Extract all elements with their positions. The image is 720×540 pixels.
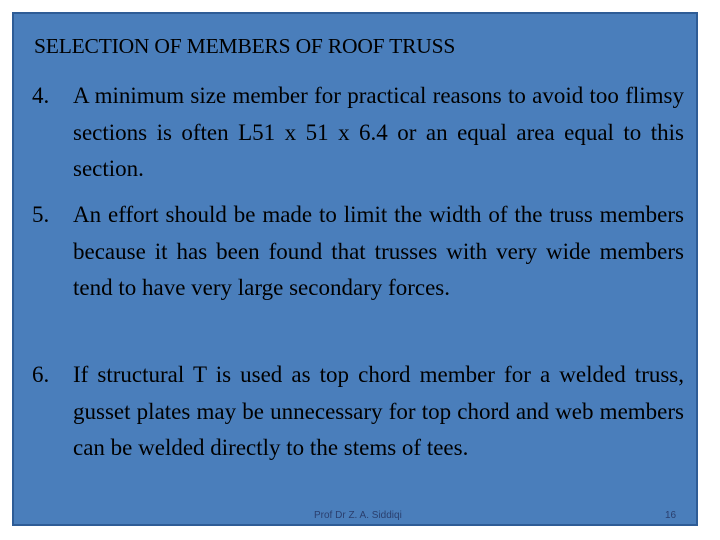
list-item-text: An effort should be made to limit the width of the truss members because it has been found that trusses with very wide members tend to have very large secondary forces. [73,202,684,300]
slide-title: SELECTION OF MEMBERS OF ROOF TRUSS [34,34,456,58]
list-item-number: 6. [32,362,50,387]
page-number: 16 [665,510,677,521]
list-item-number: 5. [32,202,50,227]
list-item-text: A minimum size member for practical reasons to avoid too flimsy sections is often L51 x 51 x 6.4 or an equal area equal to this section. [73,83,684,181]
list-item-text: If structural T is used as top chord member for a welded truss, gusset plates may be unnecessary for top chord and web members can be welded directly to the stems of tees. [73,362,684,460]
footer-author: Prof Dr Z. A. Siddiqi [314,510,402,521]
list-item-number: 4. [32,83,50,108]
slide [12,12,698,526]
